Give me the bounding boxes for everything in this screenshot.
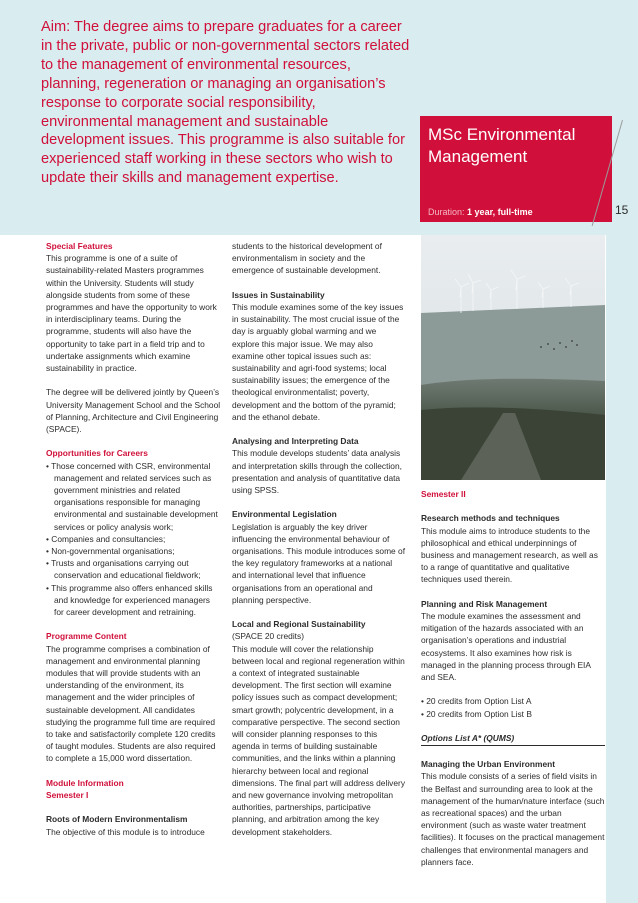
issues-heading: Issues in Sustainability	[232, 289, 325, 300]
list-item: • This programme also offers enhanced skills and knowledge for experienced managers for career development and retraining.	[46, 582, 222, 619]
list-item: • Those concerned with CSR, environmental management and related services such as government ministries and related organisations responsible for managing environmental and sustainable development services or policy analysis work;	[46, 460, 222, 533]
page-title: MSc Environmental Management	[428, 125, 576, 166]
list-item: • Trusts and organisations carrying out conservation and educational fieldwork;	[46, 557, 222, 581]
risk-heading: Planning and Risk Management	[421, 598, 548, 609]
programme-content-heading: Programme Content	[46, 631, 127, 642]
local-regional-heading: Local and Regional Sustainability	[232, 619, 366, 630]
module-information-heading: Module Information	[46, 777, 124, 788]
column-right	[421, 488, 605, 868]
analysing-heading: Analysing and Interpreting Data	[232, 436, 359, 447]
duration	[428, 207, 533, 217]
aim-text: The degree aims to prepare graduates for a career in the private, public or non-governmental sectors related to the management of environmental resources, planning, regeneration or managing an organisation’s response to corporate social responsibility, environmental management and sustainable development issues. This programme is also suitable for experienced staff working in these sectors who wish to update their skills and management expertise.	[41, 19, 410, 187]
local-regional-credits: (SPACE 20 credits)	[232, 631, 304, 642]
issues-text: This module examines some of the key issues in sustainability. The most crucial issue of the day is arguably global warming and we explore this major issue. We may also examine other topical issues such as: sustainability and agri-food systems; local sustainability issues; the emergence of the theological environmentalist; poverty, development and the bottom of the pyramid; and the ethanol debate.	[232, 302, 404, 422]
analysing-text: This module develops students’ data analysis and interpretation skills through the collection, presentation and analysis of quantitative data using SPSS.	[232, 448, 402, 496]
wind-farm-photo	[421, 235, 605, 480]
careers-heading: Opportunities for Careers	[46, 448, 148, 459]
urban-text: This module consists of a series of field visits in the Belfast and surrounding area to look at the management of the human/nature interface (such as recreational spaces) and the urban environment (such as waste water treatment facilities). It focuses on the practical management challenges that environmental managers and planners face.	[421, 771, 605, 867]
risk-text: The module examines the assessment and mitigation of the hazards associated with an organisation’s operations and industrial ecosystems. It also examines how risk is managed in the planning process through EIA and SEA.	[421, 611, 591, 683]
page-number: 15	[615, 203, 629, 217]
duration-value: 1 year, full-time	[467, 207, 533, 217]
programme-content-text: The programme comprises a combination of management and environmental planning modules that will provide students with an understanding of the environment, its management and the wider principles of sustainable development. All candidates studying the programme full time are required to take and satisfactorily complete 120 credits of taught modules. Students are also required to complete a 15,000 word dissertation.	[46, 643, 216, 764]
roots-text-continued: students to the historical development of environmentalism in society and the emergence of sustainable development.	[232, 241, 382, 276]
list-item: • Companies and consultancies;	[46, 533, 222, 545]
semester-one-heading: Semester I	[46, 790, 89, 801]
special-features-heading: Special Features	[46, 241, 113, 251]
local-regional-text: This module will cover the relationship between local and regional regeneration within a context of integrated sustainable development. The first section will examine policy issues such as compact development; smart growth; polycentric development, in a comparative perspective. The second section will consider planning responses to this agenda in terms of building sustainable communities, and the links within a planning hierarchy between local and regional dimensions. The final part will address delivery and new governance involving metropolitan authorities, partnerships, participative planning, and arbitration among the key development stakeholders.	[232, 643, 406, 837]
roots-text: The objective of this module is to introduce	[46, 826, 205, 837]
options-list-heading: Options List A* (QUMS)	[421, 732, 605, 746]
semester-two-heading: Semester II	[421, 489, 466, 499]
legislation-heading: Environmental Legislation	[232, 509, 337, 520]
roots-heading: Roots of Modern Environmentalism	[46, 814, 188, 825]
research-text: This module aims to introduce students to the philosophical and ethical underpinnings of business and management research, as well as to a range of quantitative and qualitative techniques used therein.	[421, 525, 598, 585]
column-left	[46, 240, 222, 838]
duration-label: Duration:	[428, 207, 465, 217]
aim-statement	[41, 18, 411, 188]
list-item: • 20 credits from Option List A	[421, 695, 605, 707]
aim-label: Aim:	[41, 19, 71, 35]
legislation-text: Legislation is arguably the key driver influencing the environmental behaviour of organisations. This module introduces some of the key regulatory frameworks at a national and international level that influence organisations from an operational and planning perspective.	[232, 521, 406, 605]
delivery-text: The degree will be delivered jointly by Queen’s University Management School and the School of Planning, Architecture and Civil Engineering (SPACE).	[46, 387, 221, 435]
urban-heading: Managing the Urban Environment	[421, 759, 556, 770]
special-features-text: This programme is one of a suite of sustainability-related Masters programmes within the University. Students will study alongside students from some of these programmes and have the opportunity to work in interdisciplinary teams. During the programme, students will also have the opportunity to take part in a field trip and to undertake assignments which examine sustainability in practice.	[46, 253, 217, 374]
list-item: • Non-governmental organisations;	[46, 545, 222, 557]
research-heading: Research methods and techniques	[421, 513, 560, 524]
careers-list	[46, 460, 222, 619]
right-tint-strip	[606, 235, 638, 903]
column-middle	[232, 240, 406, 838]
credits-list	[421, 695, 605, 719]
list-item: • 20 credits from Option List B	[421, 708, 605, 720]
